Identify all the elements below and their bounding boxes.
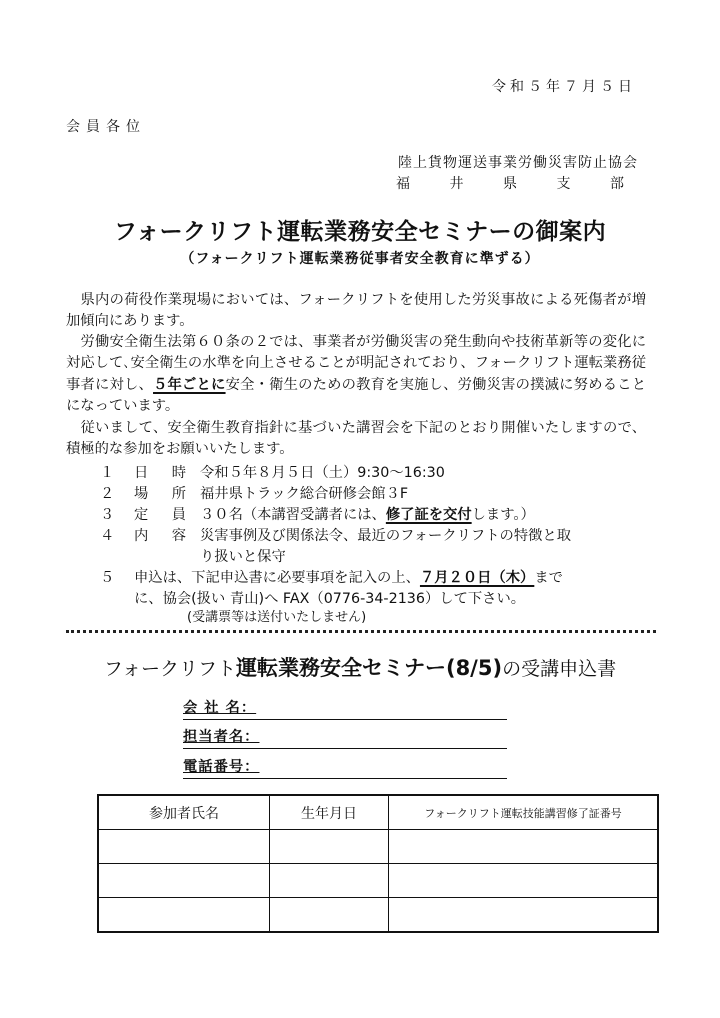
application-form-title: フォークリフト運転業務安全セミナー(8/5)の受講申込書	[103, 656, 617, 680]
paragraph-text: 労働安全衛生法第６０条の２では、事業者が労働災害の発生動向や技術革新等の変化に対応して､安全衛生の水準を向上させることが明記されており、フォークリフト運転業務従事者に対し、	[66, 334, 647, 393]
contact-person-field[interactable]	[183, 726, 507, 749]
certificate-number-cell[interactable]	[389, 830, 659, 864]
item-number: １	[100, 465, 115, 481]
note: (受講票等は送付いたしません)	[187, 610, 367, 625]
branch-char: 部	[610, 176, 624, 192]
branch-char: 支	[556, 176, 571, 192]
event-details	[100, 463, 660, 610]
item-label: 内 容	[134, 528, 186, 544]
item-value: 令和５年８月５日（土）9:30～16:30	[200, 465, 445, 481]
participant-name-cell[interactable]	[98, 864, 270, 898]
document-subtitle: （フォークリフト運転業務従事者安全教育に準ずる）	[180, 251, 540, 267]
emphasis-deadline: ７月２０日（木）	[419, 570, 535, 586]
item-label: 日 時	[134, 465, 186, 481]
detail-item-capacity	[100, 505, 660, 526]
item-number: ３	[100, 507, 115, 523]
item-number: ５	[100, 570, 115, 586]
item-value-continued: に、協会(扱い 青山)へ FAX（0776-34-2136）して下さい。	[134, 591, 526, 607]
detail-item-content	[100, 526, 660, 547]
document-title: フォークリフト運転業務安全セミナーの御案内	[113, 219, 607, 245]
detail-item-content-cont	[100, 547, 660, 568]
field-label: 担当者名：	[183, 729, 260, 745]
branch-char: 福	[396, 176, 410, 192]
organization-name: 陸上貨物運送事業労働災害防止協会	[398, 155, 638, 171]
birth-date-cell[interactable]	[270, 830, 389, 864]
paragraph-text: 安全・衛生のための教育を実施し、労働災害の撲滅に努めることになっています。	[66, 376, 647, 415]
item-value: 災害事例及び関係法令、最近のフォークリフトの特徴と取	[200, 528, 572, 544]
item-label: 場 所	[134, 486, 186, 502]
body-paragraph-3	[66, 418, 646, 461]
header-birth-date: 生年月日	[270, 795, 389, 830]
certificate-number-cell[interactable]	[389, 864, 659, 898]
header-participant-name: 参加者氏名	[98, 795, 270, 830]
phone-number-field[interactable]	[183, 756, 507, 779]
header-certificate-number: フォークリフト運転技能講習修了証番号	[389, 795, 659, 830]
emphasis-certificate: 修了証を交付	[385, 507, 472, 523]
detail-item-application-cont	[100, 589, 660, 610]
field-label: 電話番号：	[183, 759, 260, 775]
item-label: 定 員	[134, 507, 186, 523]
item-number: ４	[100, 528, 115, 544]
detail-item-date	[100, 463, 660, 484]
cut-line-divider	[66, 630, 656, 633]
company-name-field[interactable]	[183, 697, 507, 720]
table-header-row	[98, 795, 658, 830]
field-label: 会 社 名：	[183, 700, 257, 716]
table-row	[98, 830, 658, 864]
participants-table	[97, 794, 659, 933]
detail-item-place	[100, 484, 660, 505]
item-number: ２	[100, 486, 115, 502]
certificate-number-cell[interactable]	[389, 898, 659, 933]
participant-name-cell[interactable]	[98, 830, 270, 864]
birth-date-cell[interactable]	[270, 898, 389, 933]
paragraph-text: 従いまして、安全衛生教育指針に基づいた講習会を下記のとおり開催いたしますので、積極的な参加をお願いいたします。	[66, 420, 646, 458]
table-row	[98, 864, 658, 898]
document-date: 令和５年７月５日	[492, 79, 636, 95]
body-paragraph-1	[66, 290, 646, 333]
detail-item-application	[100, 568, 660, 589]
participant-name-cell[interactable]	[98, 898, 270, 933]
body-paragraph-2	[66, 332, 646, 418]
addressee: 会員各位	[66, 119, 146, 135]
item-value: 申込は、下記申込書に必要事項を記入の上、７月２０日（木）まで	[134, 570, 563, 586]
organization-branch	[396, 173, 624, 193]
table-row	[98, 898, 658, 933]
item-value: ３０名（本講習受講者には、修了証を交付します。）	[200, 507, 535, 523]
branch-char: 県	[503, 176, 517, 192]
emphasis-five-years: ５年ごとに	[153, 376, 226, 393]
branch-char: 井	[449, 176, 464, 192]
birth-date-cell[interactable]	[270, 864, 389, 898]
item-value: 福井県トラック総合研修会館３F	[200, 486, 409, 502]
item-value-continued: り扱いと保守	[200, 549, 286, 565]
paragraph-text: 県内の荷役作業現場においては、フォークリフトを使用した労災事故による死傷者が増加傾向にあります。	[66, 292, 647, 330]
